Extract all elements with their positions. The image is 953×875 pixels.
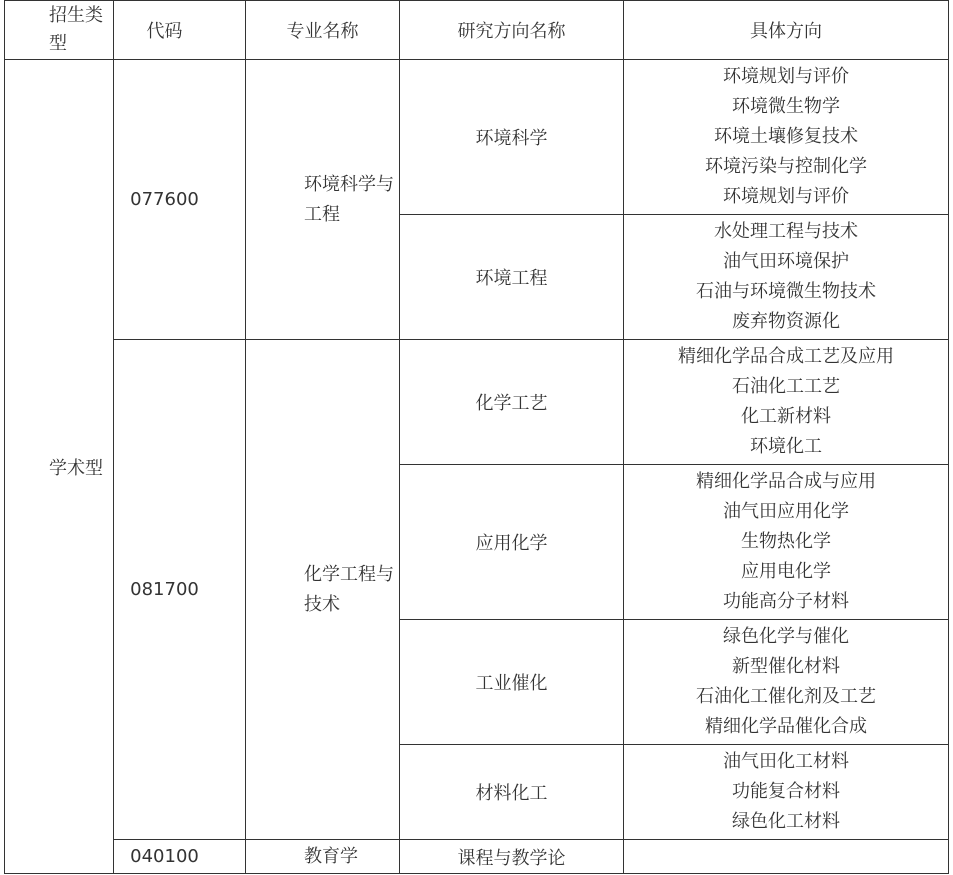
major-name-line: 工程	[304, 203, 340, 225]
major-name-line: 环境科学与	[304, 173, 394, 195]
direction-cell: 环境科学	[400, 60, 624, 215]
specific-direction: 环境微生物学	[732, 96, 840, 117]
enrollment-type-cell: 学术型	[5, 60, 114, 874]
specific-direction: 绿色化学与催化	[723, 626, 849, 647]
major-name-line: 教育学	[304, 845, 358, 867]
direction-cell: 工业催化	[400, 620, 624, 745]
major-name-cell	[246, 840, 400, 874]
specific-direction: 精细化学品合成工艺及应用	[678, 346, 894, 367]
header-row	[5, 1, 949, 60]
specific-direction: 废弃物资源化	[732, 311, 840, 332]
specific-direction: 油气田化工材料	[723, 751, 849, 772]
specific-directions-cell	[624, 620, 949, 745]
specific-direction: 精细化学品合成与应用	[696, 471, 876, 492]
specific-direction: 环境污染与控制化学	[705, 156, 867, 177]
specific-direction: 油气田环境保护	[723, 251, 849, 272]
specific-direction: 石油化工催化剂及工艺	[696, 686, 876, 707]
header-enrollment-type	[5, 1, 114, 60]
header-major: 专业名称	[246, 1, 400, 60]
specific-direction: 生物热化学	[741, 531, 831, 552]
specific-directions-cell	[624, 465, 949, 620]
specific-direction: 应用电化学	[741, 561, 831, 582]
direction-cell: 材料化工	[400, 745, 624, 840]
specific-direction: 环境规划与评价	[723, 186, 849, 207]
major-name-line: 技术	[304, 593, 340, 615]
header-type-line1: 招生类	[49, 5, 103, 26]
specific-direction: 功能复合材料	[732, 781, 840, 802]
direction-cell: 应用化学	[400, 465, 624, 620]
specific-direction: 水处理工程与技术	[714, 221, 858, 242]
major-code-cell: 040100	[114, 840, 246, 874]
direction-cell: 环境工程	[400, 215, 624, 340]
major-name-line: 化学工程与	[304, 563, 394, 585]
specific-directions-cell	[624, 840, 949, 874]
program-table	[4, 0, 949, 874]
header-specific: 具体方向	[624, 1, 949, 60]
header-type-line2: 型	[49, 33, 67, 54]
major-name-cell	[246, 340, 400, 840]
specific-direction: 环境规划与评价	[723, 66, 849, 87]
major-code-cell: 077600	[114, 60, 246, 340]
specific-directions-cell	[624, 340, 949, 465]
specific-directions-cell	[624, 60, 949, 215]
specific-direction: 环境化工	[750, 436, 822, 457]
direction-cell: 化学工艺	[400, 340, 624, 465]
table-row	[5, 840, 949, 874]
major-code-cell: 081700	[114, 340, 246, 840]
header-code: 代码	[114, 1, 246, 60]
specific-direction: 新型催化材料	[732, 656, 840, 677]
specific-direction: 化工新材料	[741, 406, 831, 427]
specific-direction: 绿色化工材料	[732, 811, 840, 832]
specific-direction: 油气田应用化学	[723, 501, 849, 522]
table-row	[5, 340, 949, 465]
specific-direction: 精细化学品催化合成	[705, 716, 867, 737]
header-direction: 研究方向名称	[400, 1, 624, 60]
specific-directions-cell	[624, 215, 949, 340]
specific-directions-cell	[624, 745, 949, 840]
specific-direction: 石油化工工艺	[732, 376, 840, 397]
specific-direction: 环境土壤修复技术	[714, 126, 858, 147]
major-name-cell	[246, 60, 400, 340]
table-row	[5, 60, 949, 215]
specific-direction: 功能高分子材料	[723, 591, 849, 612]
specific-direction: 石油与环境微生物技术	[696, 281, 876, 302]
direction-cell: 课程与教学论	[400, 840, 624, 874]
